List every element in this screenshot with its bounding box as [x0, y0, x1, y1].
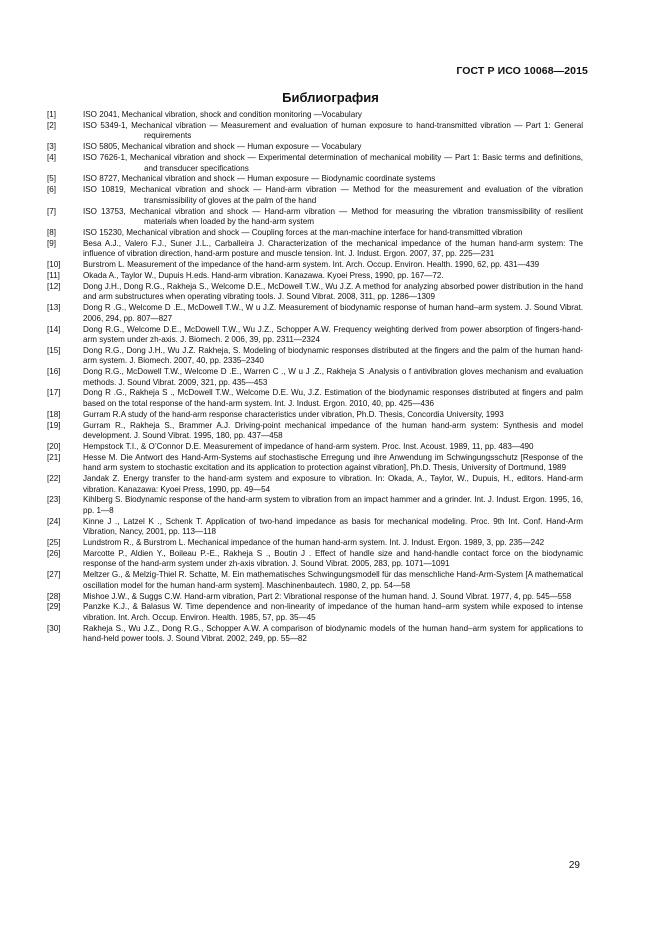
bibliography-entry	[47, 303, 583, 324]
entry-text: Gurram R.A study of the hand-arm response characteristics under vibration, Ph.D. Thesis, Concordia University, 1993	[83, 409, 504, 419]
entry-text: Kinne J ., Latzel K ., Schenk T. Application of two-hand impedance as basis for mechanical modeling. Proc. 9th Int. Conf. Hand-Arm Vibration, Nancy, 2001, pp. 113—118	[83, 516, 583, 537]
bibliography-entry	[47, 624, 583, 645]
entry-text: Dong R.G., McDowell T.W., Welcome D .E., Warren C ., W u J .Z., Rakheja S .Analysis o f antivibration gloves mechanism and evaluation methods. J. Sound Vibrat. 2009, 321, pp. 435—453	[83, 367, 583, 387]
entry-text: Burstrom L. Measurement of the impedance of the hand-arm system. Int. Arch. Occup. Environ. Health. 1990, 62, pp. 431—439	[83, 260, 540, 270]
bibliography-entry	[47, 421, 583, 442]
bibliography-entry	[47, 592, 583, 602]
bibliography-entry	[47, 153, 583, 174]
bibliography-entry	[47, 346, 583, 367]
bibliography-entry	[47, 410, 583, 420]
entry-number: [7]	[47, 206, 56, 216]
entry-number: [13]	[47, 303, 61, 313]
entry-text: Lundstrom R., & Burstrom L. Mechanical impedance of the human hand-arm system. Int. J. Indust. Ergon. 1989, 3, pp. 235—242	[83, 538, 545, 547]
entry-number: [10]	[47, 260, 61, 270]
entry-text: Mishoe J.W., & Suggs C.W. Hand-arm vibration, Part 2: Vibrational response of the human hand. J. Sound Vibrat. 1977, 4, pp. 545—558	[83, 591, 572, 601]
entry-text: Dong R.G., Welcome D.E., McDowell T.W., Wu J.Z., Schopper A.W. Frequency weighting derived from power absorption of fingers-hand-arm system under zh-axis. J. Biomech. 2 006, 39, pp. 2311—2324	[83, 324, 583, 344]
bibliography-entry	[47, 260, 583, 270]
entry-number: [28]	[47, 591, 61, 601]
bibliography-entry	[47, 207, 583, 228]
entry-number: [22]	[47, 474, 61, 484]
entry-number: [23]	[47, 495, 61, 505]
entry-text: ISO 5805, Mechanical vibration and shock — Human exposure — Vocabulary	[83, 142, 362, 152]
entry-number: [9]	[47, 238, 56, 248]
entry-number: [11]	[47, 271, 60, 281]
entry-text: Besa A.J., Valero F.J., Suner J.L., Carballeira J. Characterization of the mechanical impedance of the human hand-arm system: The influence of vibration direction, hand-arm posture and muscle tension. Int. J. Indust. Ergon. 2007, 37, pp. 225—231	[83, 238, 583, 259]
standard-code-header: ГОСТ Р ИСО 10068—2015	[456, 65, 588, 77]
bibliography-entry	[47, 228, 583, 238]
bibliography-entry	[47, 388, 583, 409]
entry-text: ISO 10819, Mechanical vibration and shock — Hand-arm vibration — Method for the measurement and evaluation of the vibration transmissibility of gloves at the palm of the hand	[83, 185, 583, 205]
bibliography-entry	[47, 325, 583, 346]
entry-text: Okada A., Taylor W., Dupuis H.eds. Hand-arm vibration. Kanazawa. Kyoei Press, 1990, pp. 167—72.	[83, 271, 444, 281]
entry-number: [15]	[47, 345, 61, 355]
entry-number: [4]	[47, 153, 56, 163]
entry-number: [3]	[47, 142, 56, 152]
entry-text: ISO 7626-1, Mechanical vibration and shock — Experimental determination of mechanical mobility — Part 1: Basic terms and definitions, and transducer specifications	[83, 153, 583, 173]
bibliography-entry	[47, 442, 583, 452]
entry-text: Marcotte P., Aldien Y., Boileau P.-E., Rakheja S ., Boutin J . Effect of handle size and hand-handle contact force on the biodynamic response of the hand-arm system under zh-axis vibration. J. Sound Vibrat. 2005, 283, pp. 1071—1091	[83, 548, 583, 569]
entry-number: [26]	[47, 548, 61, 558]
entry-number: [29]	[47, 602, 61, 612]
bibliography-entry	[47, 185, 583, 206]
bibliography-entry	[47, 110, 583, 120]
entry-text: Hempstock T.I., & O’Connor D.E. Measurement of impedance of hand-arm system. Proc. Inst. Acoust. 1989, 11, pp. 483—490	[83, 441, 534, 451]
entry-number: [24]	[47, 516, 61, 526]
entry-number: [19]	[47, 420, 61, 430]
entry-text: Gurram R., Rakheja S., Brammer A.J. Driving-point mechanical impedance of the human hand-arm system: Synthesis and model development. J. Sound Vibrat. 1995, 180, pp. 437—458	[83, 420, 583, 440]
bibliography-entry	[47, 271, 583, 281]
entry-number: [2]	[47, 120, 56, 130]
entry-number: [1]	[47, 110, 56, 119]
entry-text: Dong J.H., Dong R.G., Rakheja S., Welcome D.E., McDowell T.W., Wu J.Z. A method for analyzing absorbed power distribution in the hand and arm substructures when operating vibrating tools. J. Sound Vibrat. 2008, 311, pp. 1286—1309	[83, 282, 583, 302]
entry-number: [25]	[47, 538, 61, 547]
entry-number: [21]	[47, 452, 61, 462]
bibliography-entry	[47, 549, 583, 570]
entry-text: Dong R .G., Welcome D .E., McDowell T.W., W u J.Z. Measurement of biodynamic response of human hand–arm system. J. Sound Vibrat. 2006, 294, pp. 807—827	[83, 303, 583, 323]
entry-number: [8]	[47, 227, 56, 237]
entry-number: [17]	[47, 388, 61, 398]
bibliography-list	[47, 110, 583, 645]
bibliography-entry	[47, 517, 583, 538]
entry-number: [14]	[47, 324, 61, 334]
entry-text: ISO 2041, Mechanical vibration, shock and condition monitoring —Vocabulary	[83, 110, 362, 119]
entry-text: Kihlberg S. Biodynamic response of the hand-arm system to vibration from an impact hammer and a grinder. Int. J. Indust. Ergon. 1995, 16, pp. 1—8	[83, 495, 583, 515]
entry-number: [16]	[47, 367, 61, 377]
entry-number: [6]	[47, 185, 56, 195]
bibliography-entry	[47, 121, 583, 142]
entry-text: Rakheja S., Wu J.Z., Dong R.G., Schopper A.W. A comparison of biodynamic models of the human hand–arm system for applications to hand-held power tools. J. Sound Vibrat. 2002, 249, pp. 55—82	[83, 623, 583, 644]
bibliography-entry	[47, 570, 583, 591]
entry-text: ISO 8727, Mechanical vibration and shock — Human exposure — Biodynamic coordinate systems	[83, 174, 436, 184]
entry-number: [12]	[47, 282, 61, 292]
entry-number: [27]	[47, 570, 61, 580]
bibliography-entry	[47, 474, 583, 495]
entry-number: [20]	[47, 441, 61, 451]
bibliography-entry	[47, 453, 583, 474]
entry-number: [18]	[47, 409, 61, 419]
entry-text: Dong R.G., Dong J.H., Wu J.Z. Rakheja, S. Modeling of biodynamic responses distributed at the fingers and the palm of the human hand-arm system. J. Biomech. 2007, 40, pp. 2335–2340	[83, 345, 583, 366]
page-title: Библиография	[282, 90, 379, 105]
bibliography-entry	[47, 282, 583, 303]
entry-text: ISO 5349-1, Mechanical vibration — Measurement and evaluation of human exposure to hand-transmitted vibration — Part 1: General requirements	[83, 120, 583, 141]
bibliography-entry	[47, 602, 583, 623]
bibliography-entry	[47, 142, 583, 152]
entry-text: Panzke K.J., & Balasus W. Time dependence and non-linearity of impedance of the human hand–arm system while exposed to intense vibration. Int. Arch. Occup. Environ. Health. 1985, 57, pp. 35—45	[83, 602, 583, 622]
entry-text: Dong R .G., Rakheja S ., McDowell T.W., Welcome D.E. Wu, J.Z. Estimation of the biodynamic responses distributed at fingers and palm based on the total response of the hand-arm system. Int. J. Indust. Ergon. 2010, 40, pp. 425—436	[83, 388, 583, 408]
bibliography-entry	[47, 174, 583, 184]
bibliography-entry	[47, 495, 583, 516]
entry-text: Jandak Z. Energy transfer to the hand-arm system and exposure to vibration. In: Okada, A., Taylor, W., Dupuis, H., editors. Hand-arm vibration. Kanazawa: Kyoei Press, 1990, pp. 49—54	[83, 474, 583, 494]
bibliography-entry	[47, 239, 583, 260]
entry-number: [30]	[47, 623, 61, 633]
page-number: 29	[568, 860, 580, 871]
entry-number: [5]	[47, 174, 56, 184]
entry-text: Hesse M. Die Antwort des Hand-Arm-Systems auf stochastische Erregung und ihre Anwendung im Schwingungsschutz [Response of the hand arm system to stochastic excitation and its application to protection against vibration], Ph.D. Thesis, University of Dortmund, 1989	[83, 452, 583, 473]
bibliography-entry	[47, 367, 583, 388]
entry-text: Meltzer G., & Melzig-Thiel R. Schatte, M. Ein mathematisches Schwingungsmodell für das menschliche Hand-Arm-System [A mathematical oscillation model for the human hand-arm system]. Maschinenbautech. 1980, 2, pp. 54—58	[83, 570, 583, 590]
bibliography-entry	[47, 538, 583, 548]
entry-text: ISO 15230, Mechanical vibration and shock — Coupling forces at the man-machine interface for hand-transmitted vibration	[83, 227, 523, 237]
entry-text: ISO 13753, Mechanical vibration and shock — Hand-arm vibration — Method for measuring the vibration transmissibility of resilient materials when loaded by the hand-arm system	[83, 206, 583, 226]
